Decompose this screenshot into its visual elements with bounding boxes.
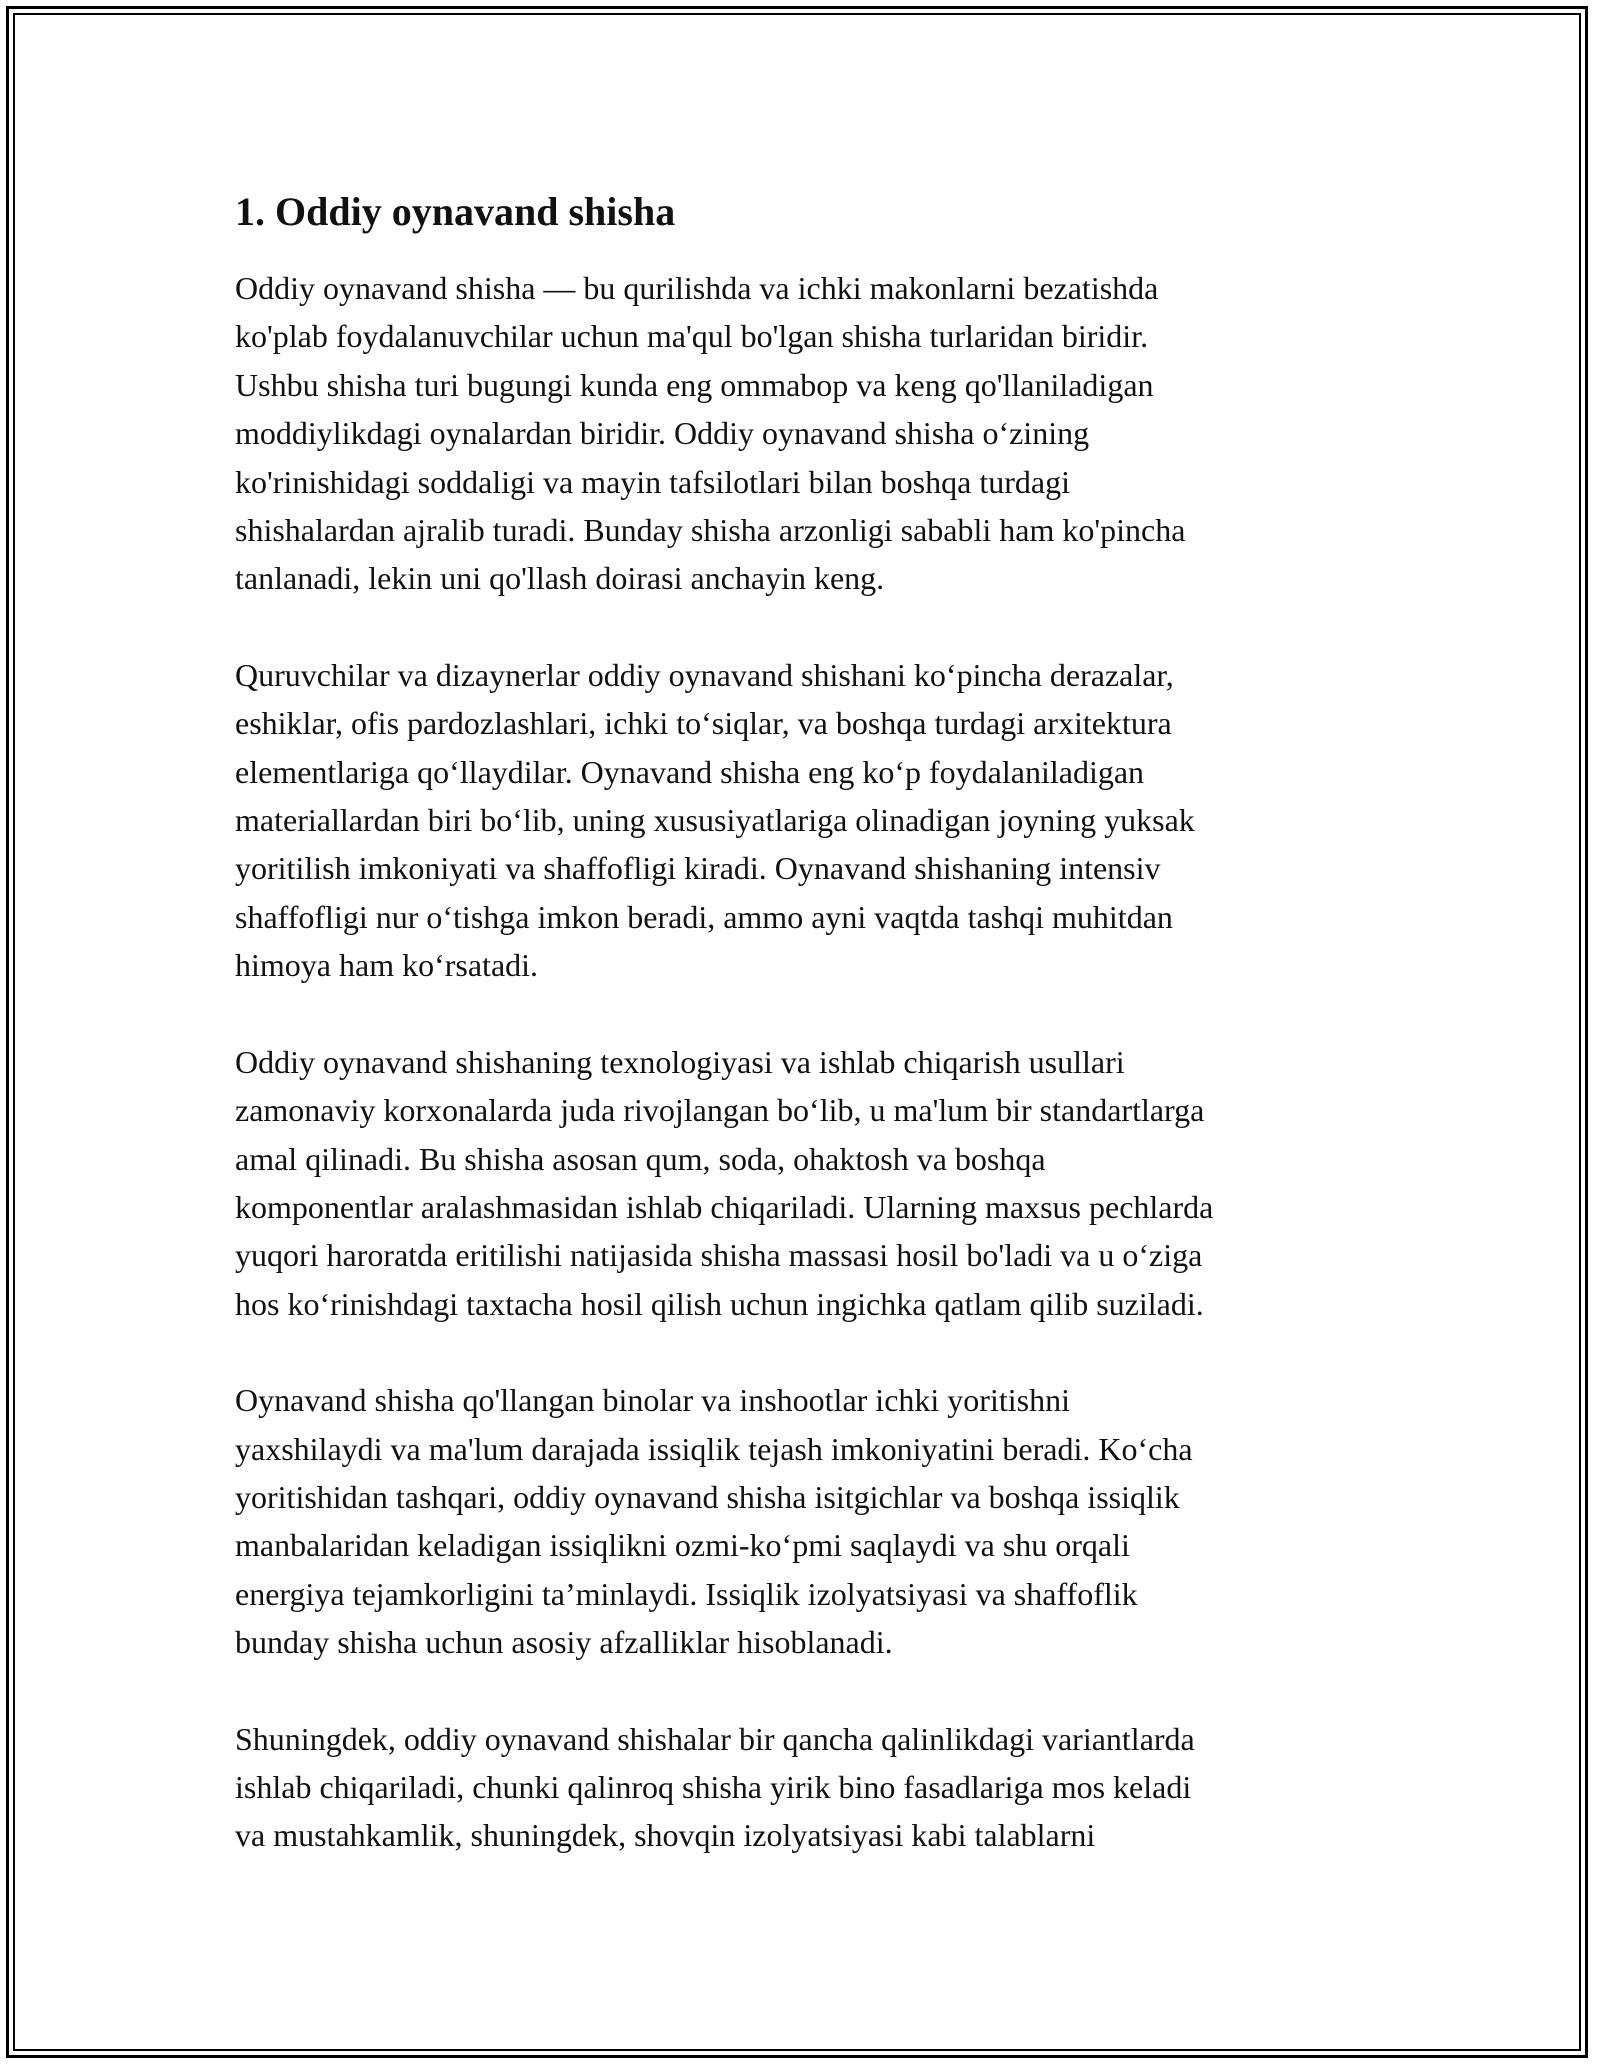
text-line: ishlab chiqariladi, chunki qalinroq shisha yirik bino fasadlariga mos keladi bbox=[235, 1768, 1192, 1805]
text-line: himoya ham ko‘rsatadi. bbox=[235, 947, 539, 984]
paragraph-4 bbox=[235, 1376, 1365, 1666]
text-line: komponentlar aralashmasidan ishlab chiqariladi. Ularning maxsus pechlarda bbox=[235, 1188, 1214, 1225]
text-line: manbalaridan keladigan issiqlikni ozmi-ko‘pmi saqlaydi va shu orqali bbox=[235, 1527, 1130, 1564]
text-line: energiya tejamkorligini ta’minlaydi. Issiqlik izolyatsiyasi va shaffoflik bbox=[235, 1575, 1138, 1612]
paragraph-2 bbox=[235, 651, 1365, 990]
text-line: Quruvchilar va dizaynerlar oddiy oynavand shishani ko‘pincha derazalar, bbox=[235, 656, 1174, 693]
text-line: yaxshilaydi va ma'lum darajada issiqlik tejash imkoniyatini beradi. Ko‘cha bbox=[235, 1430, 1193, 1467]
page-title: 1. Oddiy oynavand shisha bbox=[235, 189, 676, 234]
text-line: yoritishidan tashqari, oddiy oynavand shisha isitgichlar va boshqa issiqlik bbox=[235, 1478, 1180, 1515]
text-line: eshiklar, ofis pardozlashlari, ichki to‘siqlar, va boshqa turdagi arxitektura bbox=[235, 705, 1172, 742]
text-line: yuqori haroratda eritilishi natijasida shisha massasi hosil bo'ladi va u o‘ziga bbox=[235, 1237, 1203, 1274]
text-line: Shuningdek, oddiy oynavand shishalar bir qancha qalinlikdagi variantlarda bbox=[235, 1720, 1195, 1757]
paragraph-1 bbox=[235, 264, 1365, 603]
text-line: amal qilinadi. Bu shisha asosan qum, soda, ohaktosh va boshqa bbox=[235, 1140, 1046, 1177]
text-line: shishalardan ajralib turadi. Bunday shisha arzonligi sababli ham ko'pincha bbox=[235, 512, 1186, 549]
paragraph-5 bbox=[235, 1715, 1365, 1860]
text-line: ko'rinishidagi soddaligi va mayin tafsilotlari bilan boshqa turdagi bbox=[235, 463, 1070, 500]
text-line: elementlariga qo‘llaydilar. Oynavand shisha eng ko‘p foydalaniladigan bbox=[235, 753, 1145, 790]
text-line: shaffofligi nur o‘tishga imkon beradi, ammo ayni vaqtda tashqi muhitdan bbox=[235, 898, 1173, 935]
text-line: hos ko‘rinishdagi taxtacha hosil qilish uchun ingichka qatlam qilib suziladi. bbox=[235, 1285, 1204, 1322]
text-line: Oddiy oynavand shisha — bu qurilishda va ichki makonlarni bezatishda bbox=[235, 270, 1159, 306]
text-line: moddiylikdagi oynalardan biridir. Oddiy oynavand shisha o‘zining bbox=[235, 415, 1090, 452]
text-line: yoritilish imkoniyati va shaffofligi kiradi. Oynavand shishaning intensiv bbox=[235, 850, 1161, 887]
text-line: materiallardan biri bo‘lib, uning xususiyatlariga olinadigan joyning yuksak bbox=[235, 802, 1195, 839]
text-line: ko'plab foydalanuvchilar uchun ma'qul bo'lgan shisha turlaridan biridir. bbox=[235, 318, 1149, 355]
text-line: tanlanadi, lekin uni qo'llash doirasi anchayin keng. bbox=[235, 560, 885, 597]
text-line: zamonaviy korxonalarda juda rivojlangan bo‘lib, u ma'lum bir standartlarga bbox=[235, 1092, 1205, 1129]
text-line: Oddiy oynavand shishaning texnologiyasi va ishlab chiqarish usullari bbox=[235, 1043, 1125, 1080]
text-line: bunday shisha uchun asosiy afzalliklar hisoblanadi. bbox=[235, 1624, 893, 1661]
text-line: Ushbu shisha turi bugungi kunda eng ommabop va keng qo'llaniladigan bbox=[235, 366, 1154, 403]
text-line: Oynavand shisha qo'llangan binolar va inshootlar ichki yoritishni bbox=[235, 1382, 1070, 1419]
document-body bbox=[235, 180, 1365, 1908]
paragraph-3 bbox=[235, 1038, 1365, 1328]
text-line: va mustahkamlik, shuningdek, shovqin izolyatsiyasi kabi talablarni bbox=[235, 1817, 1096, 1854]
